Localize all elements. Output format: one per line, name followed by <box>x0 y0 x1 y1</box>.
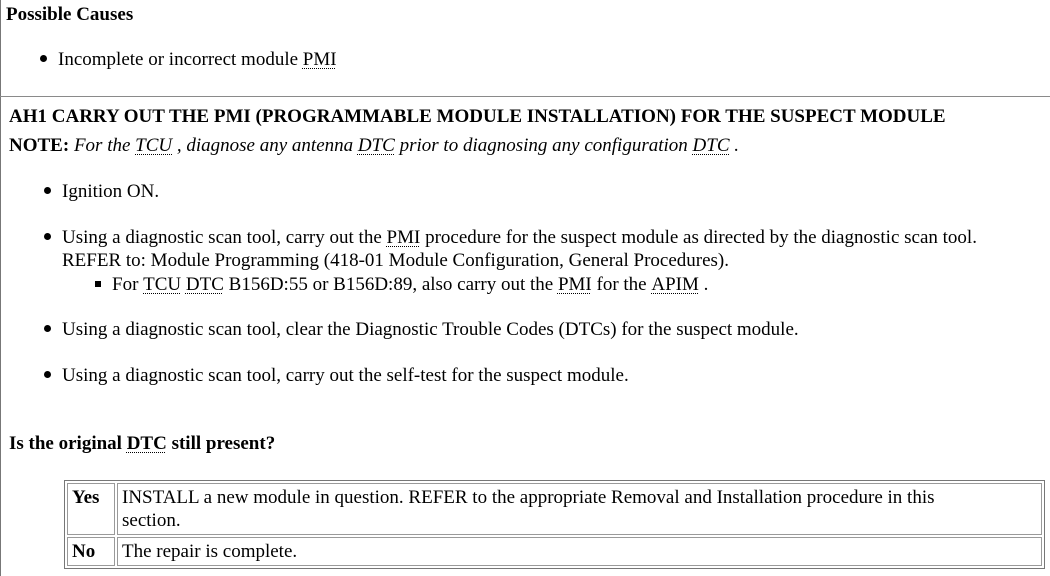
possible-causes-title: Possible Causes <box>6 4 134 25</box>
note-text-3: prior to diagnosing any configuration <box>399 135 688 156</box>
bullet-icon <box>44 371 51 378</box>
cause-text: Incomplete or incorrect module <box>58 49 299 70</box>
bullet-text-2: procedure for the suspect module as directed by the diagnostic scan tool. <box>425 227 977 248</box>
bullet-icon <box>44 325 51 332</box>
abbr-tcu: TCU <box>135 135 173 156</box>
answer-text-line: INSTALL a new module in question. REFER to the appropriate Removal and Installation procedure in this <box>122 487 935 508</box>
note-text-2: , diagnose any antenna <box>176 135 354 156</box>
abbr-dtc: DTC <box>692 135 730 156</box>
abbr-tcu: TCU <box>143 274 182 295</box>
answer-text-line: section. <box>122 510 181 531</box>
cause-list-item <box>40 49 337 71</box>
bullet-text-1: Using a diagnostic scan tool, carry out the <box>62 227 382 248</box>
note-text-1: For the <box>73 135 131 156</box>
sub-text-2: B156D:55 or B156D:89, also carry out the <box>228 274 554 295</box>
abbr-apim: APIM <box>651 274 699 295</box>
answer-key: Yes <box>67 483 115 535</box>
step-bullet-ignition <box>44 181 159 203</box>
sub-text-4: . <box>703 274 709 295</box>
abbr-pmi: PMI <box>557 274 592 295</box>
sub-bullet-tcu <box>95 274 708 296</box>
abbr-pmi: PMI <box>386 227 421 248</box>
refer-text: REFER to: Module Programming (418-01 Module Configuration, General Procedures). <box>62 250 730 271</box>
sub-text-3: for the <box>596 274 647 295</box>
answer-table <box>64 480 1045 569</box>
note <box>9 135 739 157</box>
abbr-dtc: DTC <box>185 274 224 295</box>
question <box>9 433 275 455</box>
abbr-dtc: DTC <box>357 135 395 156</box>
bullet-text: Using a diagnostic scan tool, carry out the self-test for the suspect module. <box>62 365 629 386</box>
step-bullet-self-test <box>44 365 629 387</box>
square-bullet-icon <box>95 281 101 287</box>
bullet-icon <box>44 187 51 194</box>
bullet-text: Ignition ON. <box>62 181 160 202</box>
step-bullet-clear-dtc <box>44 319 799 341</box>
possible-causes-section <box>0 0 1050 97</box>
question-text-1: Is the original <box>9 433 122 454</box>
step-bullet-pmi <box>44 227 977 249</box>
bullet-icon <box>40 55 47 62</box>
step-title: AH1 CARRY OUT THE PMI (PROGRAMMABLE MODULE INSTALLATION) FOR THE SUSPECT MODULE <box>9 106 946 127</box>
abbr-dtc: DTC <box>126 433 167 454</box>
question-text-2: still present? <box>171 433 276 454</box>
bullet-icon <box>44 233 51 240</box>
answer-text <box>117 483 1042 535</box>
answer-row-no <box>67 537 1042 566</box>
note-label: NOTE: <box>9 135 70 156</box>
answer-row-yes <box>67 483 1042 535</box>
step-bullet-pmi-refer <box>62 250 729 272</box>
answer-text: The repair is complete. <box>117 537 1042 566</box>
sub-text-1: For <box>112 274 139 295</box>
note-text-4: . <box>734 135 740 156</box>
abbr-pmi: PMI <box>302 49 337 70</box>
answer-key: No <box>67 537 115 566</box>
bullet-text: Using a diagnostic scan tool, clear the Diagnostic Trouble Codes (DTCs) for the suspect module. <box>62 319 799 340</box>
